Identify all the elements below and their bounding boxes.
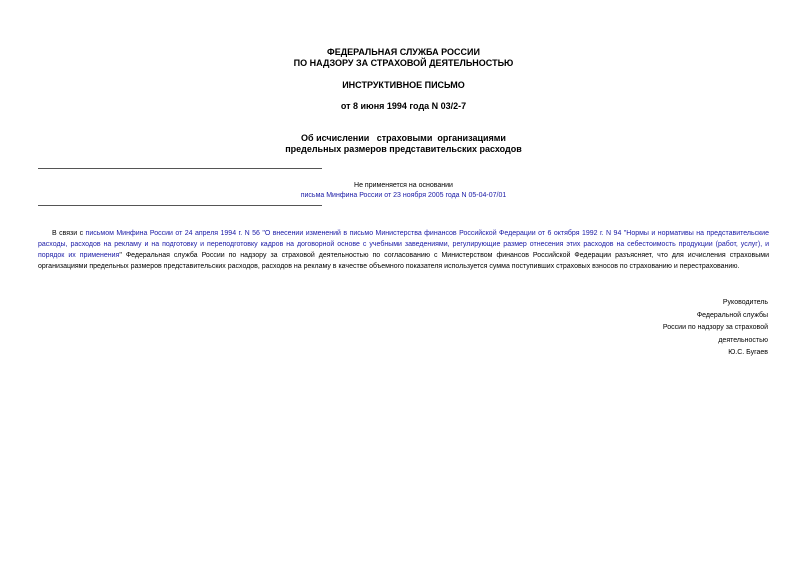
signature-line-1: Руководитель [722, 299, 768, 306]
signature-line-3: России по надзору за страховой [662, 324, 768, 331]
body-rest: " Федеральная служба России по надзору за страховой деятельностью по согласованию с Министерством финансов Российской Федерации разъясняет, что для исчисления страховыми организациями предельных размеров представительских расходов, расходов на рекламу в качестве объемного показателя используется сумма поступивших страховых взносов по страхованию и перестрахованию. [38, 252, 769, 270]
agency-line-2: ПО НАДЗОРУ ЗА СТРАХОВОЙ ДЕЯТЕЛЬНОСТЬЮ [293, 58, 514, 68]
divider-top [38, 168, 322, 169]
signature-line-4: деятельностью [718, 336, 768, 344]
signature-block [663, 297, 768, 360]
document-type: ИНСТРУКТИВНОЕ ПИСЬМО [342, 80, 465, 90]
body-paragraph [38, 228, 769, 272]
body-reference-link[interactable]: письмом Минфина России от 24 апреля 1994 г. N 56 "О внесении изменений в письмо Министерства финансов Российской Федерации от 6 октября 1992 г. N 94 "Нормы и нормативы на представительские расходы, расходов на рекламу и на подготовку и переподготовку кадров на договорной основе с учебными заведениями, регулирующие размер отнесения этих расходов на себестоимость продукции (работ, услуг), и порядок их применения [38, 230, 769, 259]
document-title-line-1: Об исчислении страховыми организациями [301, 133, 506, 143]
status-note-text: Не применяется на основании [354, 182, 453, 189]
status-note-link[interactable]: письма Минфина России от 23 ноября 2005 года N 05-04-07/01 [300, 192, 507, 199]
document-title-line-2: предельных размеров представительских расходов [285, 144, 522, 154]
signature-name: Ю.С. Бугаев [728, 349, 768, 356]
signature-line-2: Федеральной службы [696, 311, 768, 319]
divider-bottom [38, 205, 322, 206]
document-date: от 8 июня 1994 года N 03/2-7 [340, 101, 467, 111]
agency-line-1: ФЕДЕРАЛЬНАЯ СЛУЖБА РОССИИ [327, 47, 480, 57]
body-lead: В связи с [52, 230, 86, 237]
